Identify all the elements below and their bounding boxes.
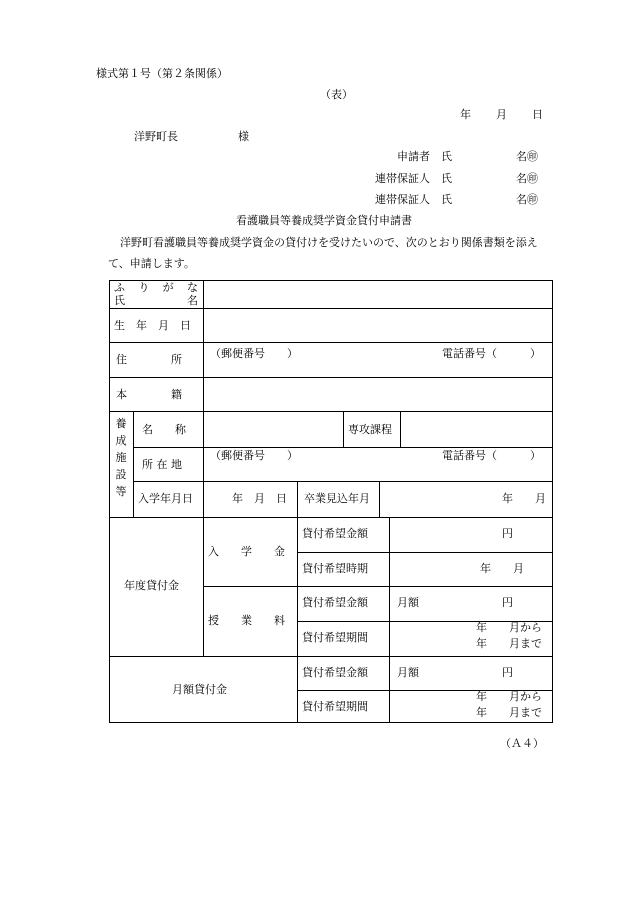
col-line-annual xyxy=(203,517,204,656)
form-number: 様式第１号（第２条関係） xyxy=(96,67,228,80)
entrance-timing-value: 年 月 xyxy=(480,562,524,575)
tuition-desired-period-label: 貸付希望期間 xyxy=(302,631,368,644)
institution-location-label: 所 在 地 xyxy=(142,458,182,471)
paper-size-note: （Ａ４） xyxy=(500,737,544,750)
major-label: 専攻課程 xyxy=(348,423,392,436)
entrance-yen: 円 xyxy=(502,527,513,540)
date-day-label: 日 xyxy=(532,108,543,121)
monthly-desired-period-label: 貸付希望期間 xyxy=(302,700,368,713)
address-label: 住 所 xyxy=(116,353,182,366)
row-line-5 xyxy=(133,447,553,448)
monthly-desired-amount-label: 貸付希望金額 xyxy=(302,666,368,679)
tuition-yen: 円 xyxy=(502,596,513,609)
col-line-admission xyxy=(297,481,298,517)
name-label: 氏 名 xyxy=(114,294,198,307)
graduation-value: 年 月 xyxy=(502,492,546,505)
col-line-major-right xyxy=(400,411,401,447)
entrance-fee-label: 入 学 金 xyxy=(208,545,285,558)
tuition-monthly-label: 月額 xyxy=(397,596,419,609)
row-line-8 xyxy=(297,552,553,553)
date-month-label: 月 xyxy=(496,108,507,121)
row-line-7 xyxy=(110,517,553,518)
address-postal: （郵便番号 ） xyxy=(210,347,298,360)
application-form-table xyxy=(109,280,553,723)
row-line-11 xyxy=(110,656,553,657)
guarantor1-label: 連帯保証人 氏 xyxy=(375,172,452,185)
monthly-loan-label: 月額貸付金 xyxy=(172,683,227,696)
col-line-graduation xyxy=(379,481,380,517)
graduation-label: 卒業見込年月 xyxy=(304,492,370,505)
col-line-major-left xyxy=(343,411,344,447)
institution-phone: 電話番号（ ） xyxy=(442,449,541,462)
admission-date-label: 入学年月日 xyxy=(138,492,193,505)
row-line-2 xyxy=(110,342,553,343)
furigana-label: ふ り が な xyxy=(114,281,198,294)
entrance-desired-amount-label: 貸付希望金額 xyxy=(302,527,368,540)
row-line-1 xyxy=(110,308,553,309)
document-title: 看護職員等養成奨学資金貸付申請書 xyxy=(236,214,412,227)
annual-loan-label: 年度貸付金 xyxy=(124,579,179,592)
tuition-label: 授 業 料 xyxy=(208,614,285,627)
col-line-main xyxy=(203,281,204,517)
birthdate-label: 生 年 月 日 xyxy=(114,319,191,332)
monthly-yen: 円 xyxy=(502,666,513,679)
honseki-label: 本 籍 xyxy=(116,388,182,401)
guarantor1-seal: 名㊞ xyxy=(516,172,538,185)
monthly-period-to: 年 月まで xyxy=(476,706,542,719)
row-line-6 xyxy=(133,481,553,482)
col-line-group xyxy=(133,411,134,517)
tuition-period-from: 年 月から xyxy=(476,621,542,634)
admission-date-value: 年 月 日 xyxy=(232,492,287,505)
intro-line-1: 洋野町看護職員等養成奨学資金の貸付けを受けたいので、次のとおり関係書類を添え xyxy=(120,236,538,249)
guarantor2-seal: 名㊞ xyxy=(516,193,538,206)
tuition-period-to: 年 月まで xyxy=(476,637,542,650)
col-line-value xyxy=(389,517,390,723)
institution-group-label: 養成施設等 xyxy=(115,417,127,498)
form-side: （表） xyxy=(320,88,353,101)
monthly-monthly-label: 月額 xyxy=(397,666,419,679)
addressee: 洋野町長 xyxy=(134,130,178,143)
row-line-3 xyxy=(110,377,553,378)
tuition-desired-amount-label: 貸付希望金額 xyxy=(302,596,368,609)
applicant-label: 申請者 氏 xyxy=(397,150,452,163)
monthly-period-from: 年 月から xyxy=(476,690,542,703)
row-line-4 xyxy=(110,411,553,412)
institution-name-label: 名 称 xyxy=(142,423,186,436)
applicant-seal: 名㊞ xyxy=(516,150,538,163)
addressee-suffix: 様 xyxy=(238,130,249,143)
date-year-label: 年 xyxy=(460,108,471,121)
address-phone: 電話番号（ ） xyxy=(442,347,541,360)
institution-postal: （郵便番号 ） xyxy=(210,449,298,462)
guarantor2-label: 連帯保証人 氏 xyxy=(375,193,452,206)
intro-line-2: て、申請します。 xyxy=(108,257,195,270)
entrance-desired-timing-label: 貸付希望時期 xyxy=(302,562,368,575)
row-line-9 xyxy=(203,586,553,587)
col-line-item xyxy=(297,517,298,723)
